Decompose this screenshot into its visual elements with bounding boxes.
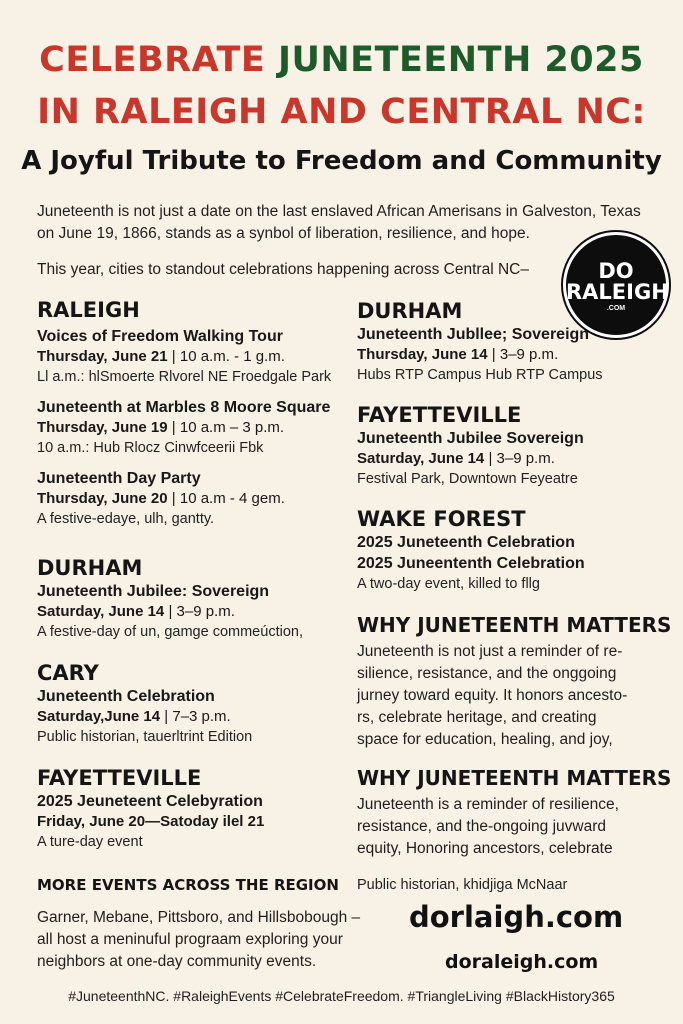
subtitle: A Joyful Tribute to Freedom and Community bbox=[21, 146, 662, 176]
event-time: | 3–9 p.m. bbox=[488, 450, 555, 467]
event-date-day: Thursday, June 19 bbox=[37, 419, 168, 436]
intro-paragraph-2: This year, cities to standout celebrations happening across Central NC– bbox=[37, 261, 529, 278]
event-time: | 3–9 p.m. bbox=[168, 603, 235, 620]
logo-line-1: DO bbox=[598, 259, 634, 283]
logo-line-3: .COM bbox=[606, 305, 626, 312]
event-date-day: Saturday,June 14 bbox=[37, 708, 161, 725]
more-events-line: neighbors at one-day community events. bbox=[37, 953, 317, 970]
website-link-small[interactable]: doraleigh.com bbox=[445, 951, 599, 973]
why-matters-section-1 bbox=[357, 612, 671, 751]
event-title: Juneteenth Celebration bbox=[37, 688, 215, 705]
event-date bbox=[37, 489, 331, 509]
event-date-day: Saturday, June 14 bbox=[357, 450, 485, 467]
event-date bbox=[357, 449, 584, 469]
event-detail: 10 a.m.: Hub Rlocz Cinwfceerii Fbk bbox=[37, 440, 264, 456]
logo-line-2: RALEIGH bbox=[566, 280, 669, 304]
event-date bbox=[37, 347, 331, 367]
section-body: Juneteenth is not just a reminder of re-silience, resistance, and the onggoing jurney toward equity. It honors ancesto-rs, celebrate heritage, and creating space for education, healing, and joy, bbox=[357, 643, 628, 748]
event-time: | 10 a.m - 4 gem. bbox=[171, 490, 285, 507]
event-detail: A ture-day event bbox=[37, 834, 143, 850]
event-detail: A two-day event, killed to fllg bbox=[357, 576, 540, 592]
event-title: 2025 Juneententh Celebration bbox=[357, 555, 585, 572]
city-heading: RALEIGH bbox=[37, 298, 140, 322]
event-detail: A festive-day of un, gamge commeúction, bbox=[37, 624, 303, 640]
event-date-day: Thursday, June 21 bbox=[37, 348, 168, 365]
durham-left-section bbox=[37, 555, 303, 642]
event-date: Friday, June 20—Satoday ilel 21 bbox=[37, 813, 265, 830]
event-detail: A festive-edaye, ulh, gantty. bbox=[37, 511, 215, 527]
city-heading: DURHAM bbox=[37, 556, 143, 580]
event-date bbox=[37, 418, 331, 438]
event-title: Juneteenth at Marbles 8 Moore Square bbox=[37, 399, 331, 416]
event-detail: Hubs RTP Campus Hub RTP Campus bbox=[357, 367, 603, 383]
city-heading: CARY bbox=[37, 661, 99, 685]
city-heading: FAYETTEVILLE bbox=[37, 766, 202, 790]
more-events-body bbox=[37, 907, 360, 973]
more-events-section bbox=[37, 876, 339, 895]
headline-line-1 bbox=[0, 40, 683, 80]
cary-section bbox=[37, 660, 252, 747]
city-heading: FAYETTEVILLE bbox=[357, 403, 522, 427]
event-date bbox=[37, 602, 303, 622]
more-events-line: Garner, Mebane, Pittsboro, and Hillsbobough – bbox=[37, 909, 361, 926]
event-title: 2025 Juneteenth Celebration bbox=[357, 534, 575, 551]
intro-line-2: on June 19, 1866, stands as a synbol of liberation, resilience, and hope. bbox=[37, 225, 530, 242]
event-detail: Public historian, tauerltrint Edition bbox=[37, 729, 253, 745]
event-detail: Festival Park, Downtown Feyeatre bbox=[357, 471, 578, 487]
headline-line-2: IN RALEIGH AND CENTRAL NC: bbox=[37, 92, 646, 132]
event-title: Voices of Freedom Walking Tour bbox=[37, 328, 283, 345]
city-heading: DURHAM bbox=[357, 299, 463, 323]
fayetteville-left-section bbox=[37, 765, 264, 852]
intro-paragraph bbox=[37, 201, 677, 245]
section-heading: WHY JUNETEENTH MATTERS bbox=[357, 613, 672, 637]
website-link-large[interactable]: dorlaigh.com bbox=[409, 900, 624, 934]
headline-juneteenth: JUNETEENTH 2025 bbox=[277, 40, 644, 80]
section-body: Juneteenth is a reminder of resilience, resistance, and the-ongoing juvward equity, Honoring ancestors, celebrate bbox=[357, 796, 619, 857]
event-item bbox=[37, 397, 331, 458]
event-time: | 3–9 p.m. bbox=[491, 346, 559, 363]
event-item bbox=[37, 326, 331, 387]
why-matters-section-2 bbox=[357, 765, 671, 860]
event-date-day: Thursday, June 20 bbox=[37, 490, 168, 507]
event-title: Juneteenth Jubilee Sovereign bbox=[357, 430, 584, 447]
fayetteville-right-section bbox=[357, 402, 584, 489]
city-heading: WAKE FOREST bbox=[357, 507, 526, 531]
raleigh-section bbox=[37, 297, 331, 529]
event-detail: Ll a.m.: hlSmoerte Rlvorel NE Froedgale Park bbox=[37, 369, 332, 385]
event-date bbox=[37, 707, 252, 727]
event-title: Juneteenth Jubilee: Sovereign bbox=[37, 583, 270, 600]
event-time: | 7–3 p.m. bbox=[164, 708, 231, 725]
headline-celebrate: CELEBRATE bbox=[39, 40, 266, 80]
event-title: 2025 Jeuneteent Celebyration bbox=[37, 793, 263, 810]
event-date bbox=[357, 345, 603, 365]
event-date-day: Thursday, June 14 bbox=[357, 346, 488, 363]
event-title: Juneteenth Jubllee; Sovereign bbox=[357, 326, 590, 343]
hashtags: #JuneteenthNC. #RaleighEvents #CelebrateFreedom. #TriangleLiving #BlackHistory365 bbox=[68, 988, 615, 1004]
more-events-heading: MORE EVENTS ACROSS THE REGION bbox=[37, 876, 339, 894]
event-title: Juneteenth Day Party bbox=[37, 470, 201, 487]
event-date-day: Saturday, June 14 bbox=[37, 603, 165, 620]
intro-line-1: Juneteenth is not just a date on the last enslaved African Amerisans in Galveston, Texas bbox=[37, 203, 641, 220]
event-time: | 10 a.m – 3 p.m. bbox=[171, 419, 285, 436]
wake-forest-section bbox=[357, 506, 585, 594]
more-events-line: all host a meninuful prograam exploring your bbox=[37, 931, 343, 948]
credit-line: Public historian, khidjiga McNaar bbox=[357, 877, 568, 893]
event-time: | 10 a.m. - 1 g.m. bbox=[171, 348, 285, 365]
event-item bbox=[37, 468, 331, 529]
section-heading: WHY JUNETEENTH MATTERS bbox=[357, 766, 672, 790]
durham-right-section bbox=[357, 298, 603, 385]
